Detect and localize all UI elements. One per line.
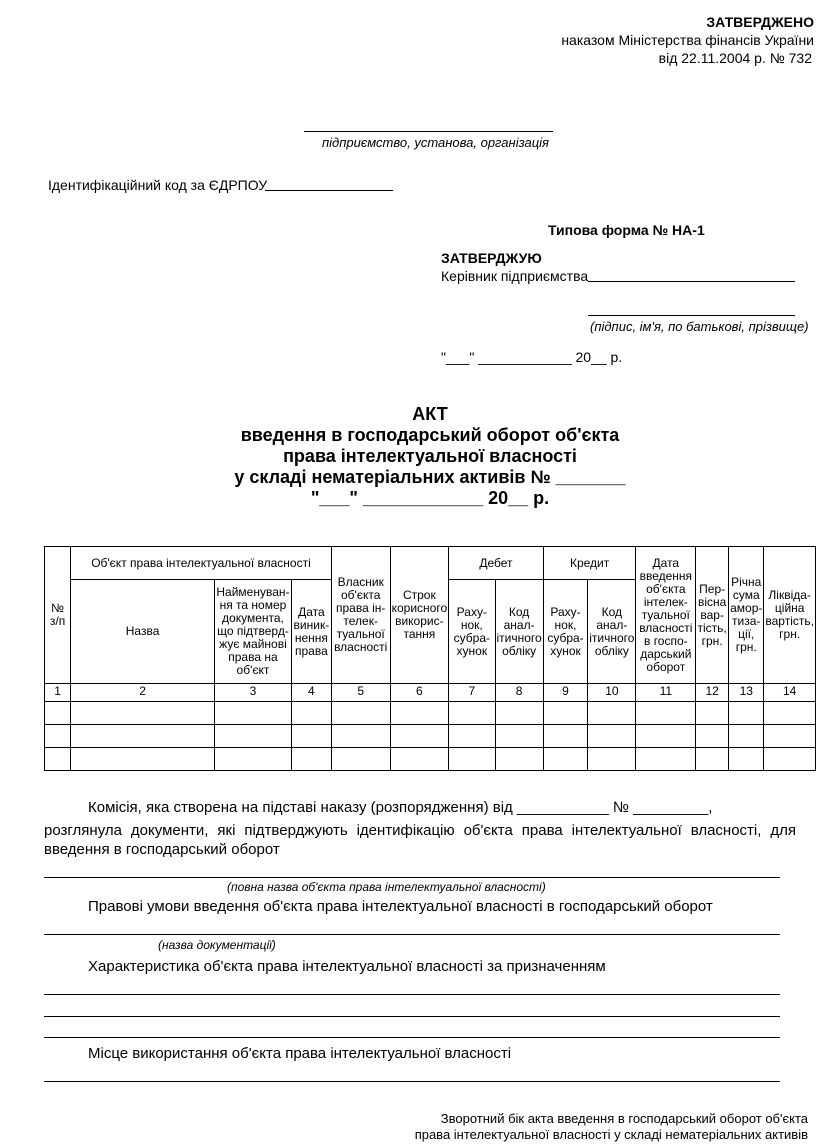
characteristic-field-3[interactable] <box>44 1037 780 1038</box>
table-cell[interactable] <box>636 725 696 748</box>
full-name-caption: (повна назва об'єкта права інтелектуальної власності) <box>227 880 546 894</box>
table-cell[interactable] <box>764 725 816 748</box>
table-cell[interactable] <box>696 725 729 748</box>
column-number: 6 <box>390 684 449 702</box>
table-cell[interactable] <box>215 748 292 771</box>
table-cell[interactable] <box>636 748 696 771</box>
column-number: 3 <box>215 684 292 702</box>
table-cell[interactable] <box>449 725 495 748</box>
column-number: 5 <box>331 684 390 702</box>
table-cell[interactable] <box>543 702 588 725</box>
act-subtitle-1: введення в господарський оборот об'єкта <box>240 425 620 445</box>
column-number: 11 <box>636 684 696 702</box>
commission-line-2: розглянула документи, які підтверджують ідентифікацію об'єкта права інтелектуальної власності, для <box>44 822 796 839</box>
act-subtitle-3: у складі нематеріальних активів № _______ <box>234 467 626 487</box>
header-intro-date: Дата введення об'єкта інтелек-туальної власності в госпо-дарський оборот <box>636 547 696 684</box>
table-row[interactable] <box>45 748 816 771</box>
table-cell[interactable] <box>390 725 449 748</box>
signature-caption: (підпис, ім'я, по батькові, прізвище) <box>590 319 809 334</box>
usage-place-field[interactable] <box>44 1081 780 1082</box>
table-cell[interactable] <box>764 748 816 771</box>
table-row[interactable] <box>45 702 816 725</box>
header-annual-amortization: Річна сума амор-тиза-ції, грн. <box>729 547 764 684</box>
column-number: 13 <box>729 684 764 702</box>
full-name-field[interactable] <box>44 877 780 878</box>
header-credit-code: Код анал-ітичного обліку <box>588 580 636 684</box>
table-cell[interactable] <box>331 702 390 725</box>
edrpou-label: Ідентифікаційний код за ЄДРПОУ <box>48 177 268 193</box>
head-field[interactable] <box>588 281 795 282</box>
table-cell[interactable] <box>495 725 543 748</box>
table-cell[interactable] <box>543 748 588 771</box>
column-number: 9 <box>543 684 588 702</box>
column-number: 4 <box>291 684 331 702</box>
commission-line-3: введення в господарський оборот <box>44 841 280 858</box>
table-cell[interactable] <box>215 725 292 748</box>
table-cell[interactable] <box>291 702 331 725</box>
approval-date: від 22.11.2004 р. № 732 <box>658 50 812 66</box>
organization-caption: підприємство, установа, організація <box>322 135 549 150</box>
table-cell[interactable] <box>543 725 588 748</box>
table-cell[interactable] <box>45 725 71 748</box>
table-cell[interactable] <box>45 748 71 771</box>
table-cell[interactable] <box>71 702 215 725</box>
characteristic-field-2[interactable] <box>44 1016 780 1017</box>
table-cell[interactable] <box>390 748 449 771</box>
table-cell[interactable] <box>331 748 390 771</box>
column-number: 14 <box>764 684 816 702</box>
act-title: АКТ <box>412 404 448 424</box>
commission-line-1: Комісія, яка створена на підставі наказу (розпорядження) від ___________ № _________, <box>88 799 713 816</box>
header-name: Назва <box>71 580 215 684</box>
table-cell[interactable] <box>729 725 764 748</box>
table-cell[interactable] <box>495 702 543 725</box>
table-cell[interactable] <box>331 725 390 748</box>
act-date: "___" ____________ 20__ р. <box>310 488 550 508</box>
table-cell[interactable] <box>729 748 764 771</box>
assets-table <box>44 546 816 771</box>
form-number: Типова форма № НА-1 <box>548 222 705 238</box>
column-number: 1 <box>45 684 71 702</box>
approve-date[interactable]: "___" ____________ 20__ р. <box>441 349 623 365</box>
table-cell[interactable] <box>390 702 449 725</box>
table-cell[interactable] <box>45 702 71 725</box>
column-number: 8 <box>495 684 543 702</box>
table-row[interactable] <box>45 725 816 748</box>
approval-title: ЗАТВЕРДЖЕНО <box>706 14 814 30</box>
header-document: Найменуван-ня та номер документа, що підтверд-жує майнові права на об'єкт <box>215 580 292 684</box>
organization-line[interactable] <box>304 131 553 132</box>
header-num: № з/п <box>45 547 71 684</box>
table-cell[interactable] <box>588 748 636 771</box>
footer-line-2: права інтелектуальної власності у складі нематеріальних активів <box>414 1127 808 1142</box>
column-number: 7 <box>449 684 495 702</box>
table-cell[interactable] <box>449 702 495 725</box>
table-cell[interactable] <box>495 748 543 771</box>
table-cell[interactable] <box>696 748 729 771</box>
header-credit: Кредит <box>543 547 636 580</box>
header-credit-account: Раху-нок, субра-хунок <box>543 580 588 684</box>
footer-line-1: Зворотний бік акта введення в господарський оборот об'єкта <box>440 1111 808 1126</box>
table-cell[interactable] <box>588 725 636 748</box>
documentation-caption: (назва документації) <box>158 938 276 952</box>
table-cell[interactable] <box>588 702 636 725</box>
header-debit-account: Раху-нок, субра-хунок <box>449 580 495 684</box>
table-cell[interactable] <box>291 748 331 771</box>
header-object-group: Об'єкт права інтелектуальної власності <box>71 547 332 580</box>
table-cell[interactable] <box>696 702 729 725</box>
edrpou-field[interactable] <box>265 190 393 191</box>
table-cell[interactable] <box>215 702 292 725</box>
header-debit-code: Код анал-ітичного обліку <box>495 580 543 684</box>
head-label: Керівник підприємства <box>441 268 589 284</box>
characteristic-field-1[interactable] <box>44 994 780 995</box>
column-number-row <box>45 684 816 702</box>
documentation-field[interactable] <box>44 934 780 935</box>
usage-place-label: Місце використання об'єкта права інтелектуальної власності <box>88 1045 512 1062</box>
table-cell[interactable] <box>71 748 215 771</box>
table-cell[interactable] <box>729 702 764 725</box>
header-owner: Власник об'єкта права ін-телек-туальної власності <box>331 547 390 684</box>
approval-order: наказом Міністерства фінансів України <box>561 32 814 48</box>
table-cell[interactable] <box>291 725 331 748</box>
act-subtitle-2: права інтелектуальної власності <box>283 446 577 466</box>
approve-title: ЗАТВЕРДЖУЮ <box>441 250 542 266</box>
header-term: Строк корисного викорис-тання <box>390 547 449 684</box>
table-cell[interactable] <box>71 725 215 748</box>
header-liquidation-value: Ліквіда-ційна вартість, грн. <box>764 547 816 684</box>
characteristic-label: Характеристика об'єкта права інтелектуальної власності за призначенням <box>88 958 606 975</box>
table-cell[interactable] <box>764 702 816 725</box>
table-cell[interactable] <box>449 748 495 771</box>
column-number: 2 <box>71 684 215 702</box>
header-date-origin: Дата виник-нення права <box>291 580 331 684</box>
header-debit: Дебет <box>449 547 544 580</box>
table-cell[interactable] <box>636 702 696 725</box>
column-number: 12 <box>696 684 729 702</box>
legal-terms-label: Правові умови введення об'єкта права інтелектуальної власності в господарський оборот <box>88 898 713 915</box>
header-initial-cost: Пер-вісна вар-тість, грн. <box>696 547 729 684</box>
column-number: 10 <box>588 684 636 702</box>
signature-field[interactable] <box>588 315 795 316</box>
